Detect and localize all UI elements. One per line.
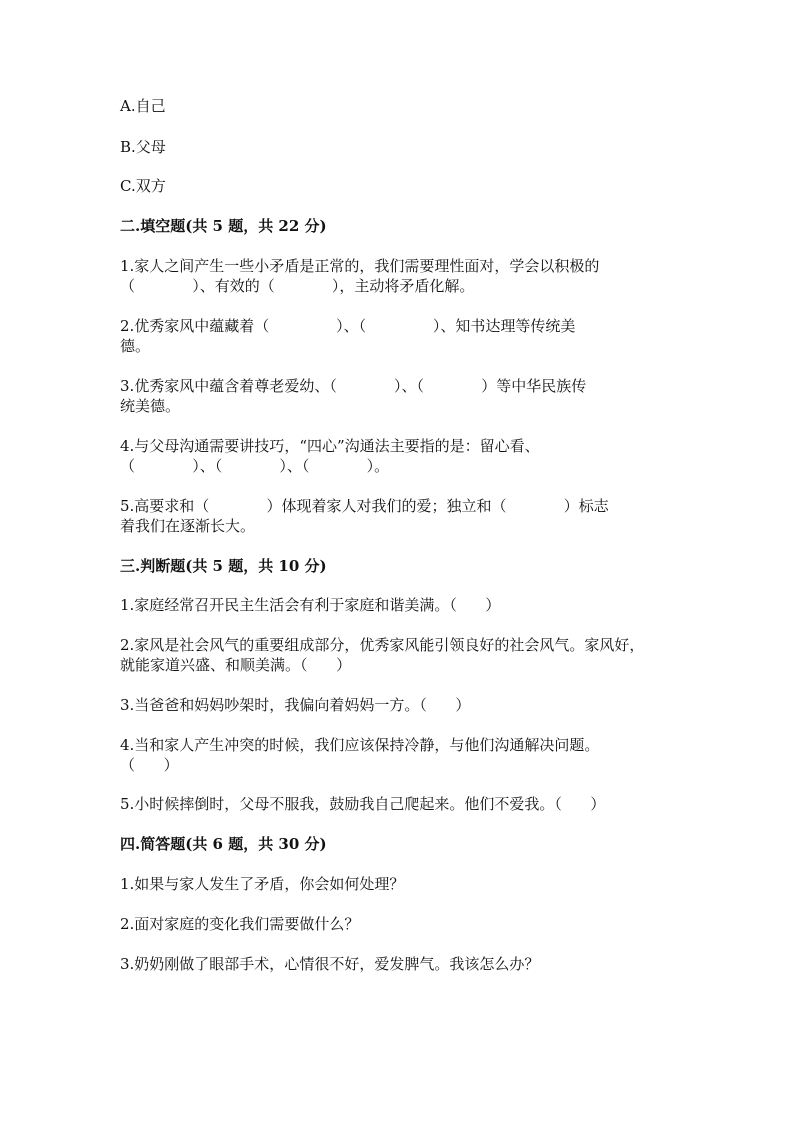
- question-text: 1.家人之间产生一些小矛盾是正常的，我们需要理性面对，学会以积极的: [120, 257, 600, 275]
- question-text: 着我们在逐渐长大。: [120, 517, 256, 535]
- question-text: 4.当和家人产生冲突的时候，我们应该保持冷静，与他们沟通解决问题。: [120, 736, 600, 754]
- option-c: C.双方: [120, 177, 166, 195]
- question-text: 3.奶奶刚做了眼部手术，心情很不好，爱发脾气。我该怎么办？: [120, 955, 540, 973]
- question-text: 2.面对家庭的变化我们需要做什么？: [120, 915, 360, 933]
- question-text: 4.与父母沟通需要讲技巧，“四心”沟通法主要指的是：留心看、: [120, 437, 540, 455]
- question-text: 2.家风是社会风气的重要组成部分，优秀家风能引领良好的社会风气。家风好，: [120, 636, 645, 654]
- section-heading-short-answer: 四.简答题(共 6 题，共 30 分): [120, 835, 327, 853]
- option-b: B.父母: [120, 138, 166, 156]
- section-heading-true-false: 三.判断题(共 5 题，共 10 分): [120, 557, 327, 575]
- question-text: （ ）: [120, 756, 179, 774]
- question-text: 统美德。: [120, 397, 181, 415]
- option-a: A.自己: [120, 97, 166, 115]
- question-text: 就能家道兴盛、和顺美满。（ ）: [120, 656, 352, 674]
- question-text: 5.高要求和（ ）体现着家人对我们的爱；独立和（ ）标志: [120, 497, 609, 515]
- question-text: 1.家庭经常召开民主生活会有利于家庭和谐美满。（ ）: [120, 596, 501, 614]
- question-text: 2.优秀家风中蕴藏着（ ）、（ ）、知书达理等传统美: [120, 317, 576, 335]
- question-text: 3.当爸爸和妈妈吵架时，我偏向着妈妈一方。（ ）: [120, 696, 471, 714]
- question-text: 1.如果与家人发生了矛盾，你会如何处理？: [120, 875, 405, 893]
- question-text: 5.小时候摔倒时，父母不服我，鼓励我自己爬起来。他们不爱我。（ ）: [120, 795, 606, 813]
- question-text: （ ）、有效的（ ），主动将矛盾化解。: [120, 277, 475, 295]
- section-heading-fill-blank: 二.填空题(共 5 题，共 22 分): [120, 217, 327, 235]
- question-text: 3.优秀家风中蕴含着尊老爱幼、（ ）、（ ）等中华民族传: [120, 377, 587, 395]
- question-text: （ ）、（ ）、（ ）。: [120, 457, 390, 475]
- question-text: 德。: [120, 337, 151, 355]
